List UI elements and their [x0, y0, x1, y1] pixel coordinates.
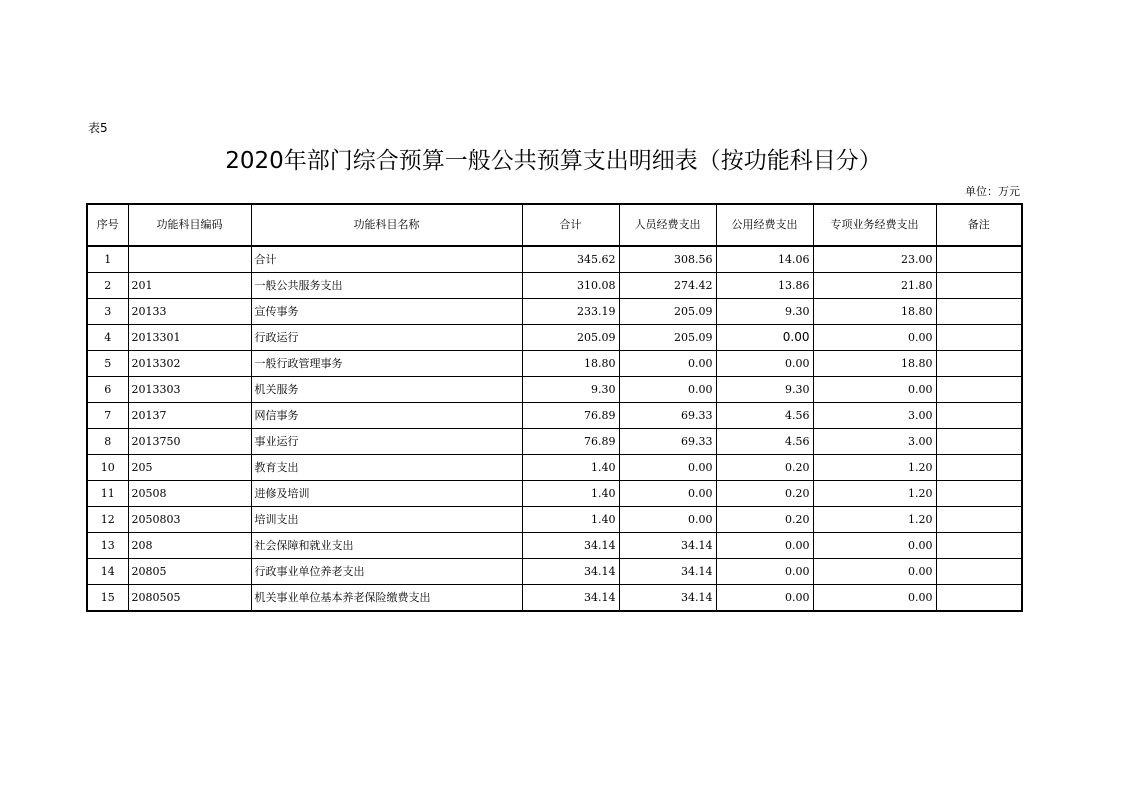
row-total-cell: 76.89	[522, 403, 619, 429]
row-public-cell: 4.56	[716, 429, 813, 455]
row-personnel-cell: 0.00	[619, 377, 716, 403]
row-code-cell: 20133	[128, 299, 251, 325]
row-personnel-cell: 34.14	[619, 533, 716, 559]
row-name-cell: 行政运行	[251, 325, 522, 351]
table-row	[87, 273, 1022, 299]
column-header-special: 专项业务经费支出	[813, 204, 936, 246]
row-public-cell: 0.00	[716, 585, 813, 612]
row-public-cell: 0.20	[716, 481, 813, 507]
unit-label: 单位：万元	[965, 185, 1020, 198]
row-seq-cell: 15	[87, 585, 128, 612]
table-row	[87, 325, 1022, 351]
row-code-cell: 2080505	[128, 585, 251, 612]
table-row	[87, 403, 1022, 429]
row-note-cell	[936, 559, 1022, 585]
row-total-cell: 18.80	[522, 351, 619, 377]
row-seq-cell: 10	[87, 455, 128, 481]
row-personnel-cell: 205.09	[619, 325, 716, 351]
row-name-cell: 一般公共服务支出	[251, 273, 522, 299]
row-total-cell: 1.40	[522, 481, 619, 507]
row-note-cell	[936, 403, 1022, 429]
row-total-cell: 233.19	[522, 299, 619, 325]
row-seq-cell: 5	[87, 351, 128, 377]
row-seq-cell: 4	[87, 325, 128, 351]
row-special-cell: 0.00	[813, 585, 936, 612]
row-total-cell: 34.14	[522, 559, 619, 585]
row-special-cell: 0.00	[813, 325, 936, 351]
row-name-cell: 机关事业单位基本养老保险缴费支出	[251, 585, 522, 612]
row-name-cell: 培训支出	[251, 507, 522, 533]
row-personnel-cell: 69.33	[619, 429, 716, 455]
table-row	[87, 429, 1022, 455]
row-personnel-cell: 69.33	[619, 403, 716, 429]
row-seq-cell: 3	[87, 299, 128, 325]
row-special-cell: 18.80	[813, 299, 936, 325]
row-note-cell	[936, 481, 1022, 507]
row-name-cell: 事业运行	[251, 429, 522, 455]
row-public-cell: 0.00	[716, 533, 813, 559]
row-public-cell: 0.20	[716, 507, 813, 533]
row-public-cell: 0.00	[716, 559, 813, 585]
row-personnel-cell: 205.09	[619, 299, 716, 325]
row-code-cell: 20137	[128, 403, 251, 429]
table-row	[87, 246, 1022, 273]
row-name-cell: 教育支出	[251, 455, 522, 481]
column-header-note: 备注	[936, 204, 1022, 246]
row-total-cell: 34.14	[522, 585, 619, 612]
row-public-cell: 4.56	[716, 403, 813, 429]
row-note-cell	[936, 273, 1022, 299]
row-note-cell	[936, 507, 1022, 533]
row-name-cell: 宣传事务	[251, 299, 522, 325]
row-seq-cell: 6	[87, 377, 128, 403]
row-note-cell	[936, 533, 1022, 559]
row-seq-cell: 14	[87, 559, 128, 585]
budget-table	[86, 203, 1023, 612]
row-note-cell	[936, 325, 1022, 351]
table-row	[87, 299, 1022, 325]
row-name-cell: 进修及培训	[251, 481, 522, 507]
row-seq-cell: 1	[87, 246, 128, 273]
row-code-cell: 2013302	[128, 351, 251, 377]
row-note-cell	[936, 246, 1022, 273]
row-name-cell: 机关服务	[251, 377, 522, 403]
table-row	[87, 481, 1022, 507]
row-public-cell: 14.06	[716, 246, 813, 273]
row-special-cell: 18.80	[813, 351, 936, 377]
row-public-cell: 0.00	[716, 351, 813, 377]
row-name-cell: 行政事业单位养老支出	[251, 559, 522, 585]
table-header-row	[87, 204, 1022, 246]
row-special-cell: 0.00	[813, 533, 936, 559]
row-special-cell: 3.00	[813, 403, 936, 429]
row-special-cell: 0.00	[813, 559, 936, 585]
row-public-cell: 9.30	[716, 377, 813, 403]
table-row	[87, 533, 1022, 559]
row-total-cell: 1.40	[522, 455, 619, 481]
row-seq-cell: 2	[87, 273, 128, 299]
row-code-cell	[128, 246, 251, 273]
row-personnel-cell: 0.00	[619, 507, 716, 533]
row-personnel-cell: 308.56	[619, 246, 716, 273]
row-seq-cell: 11	[87, 481, 128, 507]
row-note-cell	[936, 429, 1022, 455]
row-special-cell: 1.20	[813, 507, 936, 533]
table-row	[87, 351, 1022, 377]
row-special-cell: 1.20	[813, 455, 936, 481]
row-note-cell	[936, 299, 1022, 325]
row-name-cell: 合计	[251, 246, 522, 273]
column-header-seq: 序号	[87, 204, 128, 246]
page-title: 2020年部门综合预算一般公共预算支出明细表（按功能科目分）	[225, 148, 882, 174]
row-code-cell: 201	[128, 273, 251, 299]
row-note-cell	[936, 455, 1022, 481]
row-personnel-cell: 34.14	[619, 585, 716, 612]
row-code-cell: 20805	[128, 559, 251, 585]
table-row	[87, 455, 1022, 481]
row-note-cell	[936, 585, 1022, 612]
row-code-cell: 20508	[128, 481, 251, 507]
row-total-cell: 205.09	[522, 325, 619, 351]
row-special-cell: 1.20	[813, 481, 936, 507]
table-row	[87, 559, 1022, 585]
row-code-cell: 2013301	[128, 325, 251, 351]
row-note-cell	[936, 377, 1022, 403]
row-name-cell: 一般行政管理事务	[251, 351, 522, 377]
row-personnel-cell: 34.14	[619, 559, 716, 585]
column-header-total: 合计	[522, 204, 619, 246]
row-seq-cell: 12	[87, 507, 128, 533]
column-header-public: 公用经费支出	[716, 204, 813, 246]
column-header-personnel: 人员经费支出	[619, 204, 716, 246]
row-public-cell: 9.30	[716, 299, 813, 325]
row-personnel-cell: 0.00	[619, 351, 716, 377]
table-body	[87, 246, 1022, 611]
row-personnel-cell: 0.00	[619, 481, 716, 507]
row-name-cell: 网信事务	[251, 403, 522, 429]
row-total-cell: 76.89	[522, 429, 619, 455]
table-number: 表5	[88, 121, 108, 135]
row-total-cell: 310.08	[522, 273, 619, 299]
row-seq-cell: 7	[87, 403, 128, 429]
table-row	[87, 507, 1022, 533]
table-row	[87, 377, 1022, 403]
row-code-cell: 205	[128, 455, 251, 481]
row-seq-cell: 8	[87, 429, 128, 455]
row-public-cell: 0.00	[716, 325, 813, 351]
row-total-cell: 9.30	[522, 377, 619, 403]
row-seq-cell: 13	[87, 533, 128, 559]
table-row	[87, 585, 1022, 612]
row-name-cell: 社会保障和就业支出	[251, 533, 522, 559]
row-personnel-cell: 274.42	[619, 273, 716, 299]
row-code-cell: 2050803	[128, 507, 251, 533]
row-code-cell: 2013750	[128, 429, 251, 455]
row-public-cell: 0.20	[716, 455, 813, 481]
row-total-cell: 34.14	[522, 533, 619, 559]
row-special-cell: 21.80	[813, 273, 936, 299]
row-total-cell: 345.62	[522, 246, 619, 273]
row-note-cell	[936, 351, 1022, 377]
row-total-cell: 1.40	[522, 507, 619, 533]
row-personnel-cell: 0.00	[619, 455, 716, 481]
row-special-cell: 0.00	[813, 377, 936, 403]
row-code-cell: 208	[128, 533, 251, 559]
column-header-code: 功能科目编码	[128, 204, 251, 246]
row-code-cell: 2013303	[128, 377, 251, 403]
row-public-cell: 13.86	[716, 273, 813, 299]
column-header-name: 功能科目名称	[251, 204, 522, 246]
row-special-cell: 23.00	[813, 246, 936, 273]
row-special-cell: 3.00	[813, 429, 936, 455]
